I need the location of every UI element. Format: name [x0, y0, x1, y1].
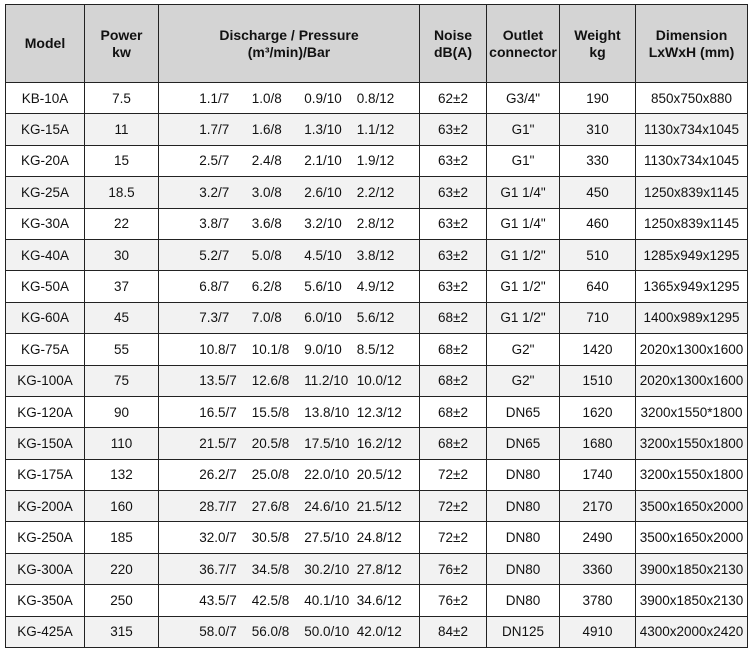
- header-row: [6, 5, 748, 83]
- cell-weight: 510: [560, 239, 636, 270]
- table-row: [6, 491, 748, 522]
- cell-power: 185: [85, 522, 159, 553]
- cell-outlet: DN80: [487, 459, 560, 490]
- cell-noise: 72±2: [420, 459, 487, 490]
- cell-discharge-pressure: [159, 522, 420, 553]
- cell-noise: 63±2: [420, 145, 487, 176]
- cell-power: 110: [85, 428, 159, 459]
- discharge-pressure-value: 3.8/12: [356, 247, 395, 263]
- discharge-pressure-values: [159, 593, 419, 608]
- discharge-pressure-value: 3.2/10: [304, 216, 342, 232]
- discharge-pressure-value: 3.0/8: [251, 184, 282, 200]
- discharge-pressure-value: 21.5/12: [356, 498, 402, 514]
- discharge-pressure-value: 50.0/10: [304, 624, 350, 640]
- discharge-pressure-value: 1.1/12: [356, 122, 395, 138]
- header-discharge-pressure: Discharge / Pressure (m³/min)/Bar: [159, 5, 420, 83]
- discharge-pressure-value: 27.6/8: [251, 498, 290, 514]
- cell-outlet: G1": [487, 145, 560, 176]
- discharge-pressure-value: 2.5/7: [199, 153, 230, 169]
- cell-noise: 63±2: [420, 177, 487, 208]
- cell-power: 132: [85, 459, 159, 490]
- cell-discharge-pressure: [159, 334, 420, 365]
- cell-discharge-pressure: [159, 428, 420, 459]
- discharge-pressure-value: 16.5/7: [199, 404, 237, 420]
- cell-power: 7.5: [85, 83, 159, 114]
- compressor-spec-table: [5, 4, 748, 648]
- discharge-pressure-value: 3.6/8: [251, 216, 282, 232]
- cell-model: KG-150A: [6, 428, 85, 459]
- discharge-pressure-value: 1.6/8: [251, 122, 282, 138]
- cell-outlet: G1 1/2": [487, 302, 560, 333]
- table-row: [6, 522, 748, 553]
- discharge-pressure-value: 40.1/10: [304, 592, 350, 608]
- discharge-pressure-value: 7.0/8: [251, 310, 282, 326]
- cell-weight: 2170: [560, 491, 636, 522]
- cell-discharge-pressure: [159, 271, 420, 302]
- cell-dimension: 3900x1850x2130: [636, 553, 748, 584]
- cell-noise: 68±2: [420, 365, 487, 396]
- discharge-pressure-values: [159, 562, 419, 577]
- discharge-pressure-value: 5.0/8: [251, 247, 282, 263]
- cell-discharge-pressure: [159, 616, 420, 647]
- cell-noise: 68±2: [420, 334, 487, 365]
- cell-discharge-pressure: [159, 302, 420, 333]
- cell-weight: 1510: [560, 365, 636, 396]
- cell-model: KG-40A: [6, 239, 85, 270]
- cell-discharge-pressure: [159, 396, 420, 427]
- table-row: [6, 365, 748, 396]
- cell-weight: 1680: [560, 428, 636, 459]
- cell-weight: 310: [560, 114, 636, 145]
- table-row: [6, 114, 748, 145]
- discharge-pressure-value: 7.3/7: [199, 310, 230, 326]
- discharge-pressure-values: [159, 153, 419, 168]
- header-power: Power kw: [85, 5, 159, 83]
- header-outlet-connector: Outlet connector: [487, 5, 560, 83]
- discharge-pressure-values: [159, 216, 419, 231]
- cell-power: 160: [85, 491, 159, 522]
- cell-noise: 76±2: [420, 585, 487, 616]
- cell-dimension: 850x750x880: [636, 83, 748, 114]
- discharge-pressure-value: 24.8/12: [356, 530, 402, 546]
- discharge-pressure-value: 0.9/10: [304, 90, 342, 106]
- cell-power: 75: [85, 365, 159, 396]
- discharge-pressure-value: 4.9/12: [356, 279, 395, 295]
- cell-power: 37: [85, 271, 159, 302]
- cell-model: KG-15A: [6, 114, 85, 145]
- cell-model: KG-60A: [6, 302, 85, 333]
- discharge-pressure-value: 30.2/10: [304, 561, 350, 577]
- discharge-pressure-value: 28.7/7: [199, 498, 237, 514]
- table-row: [6, 616, 748, 647]
- cell-outlet: G2": [487, 334, 560, 365]
- table-row: [6, 302, 748, 333]
- cell-noise: 68±2: [420, 428, 487, 459]
- discharge-pressure-value: 13.5/7: [199, 373, 237, 389]
- cell-discharge-pressure: [159, 177, 420, 208]
- cell-discharge-pressure: [159, 553, 420, 584]
- cell-dimension: 1365x949x1295: [636, 271, 748, 302]
- discharge-pressure-value: 13.8/10: [304, 404, 350, 420]
- discharge-pressure-value: 5.6/10: [304, 279, 342, 295]
- cell-noise: 72±2: [420, 522, 487, 553]
- discharge-pressure-value: 12.3/12: [356, 404, 402, 420]
- discharge-pressure-value: 2.6/10: [304, 184, 342, 200]
- discharge-pressure-value: 1.0/8: [251, 90, 282, 106]
- cell-model: KG-75A: [6, 334, 85, 365]
- cell-dimension: 2020x1300x1600: [636, 334, 748, 365]
- cell-model: KG-25A: [6, 177, 85, 208]
- table-row: [6, 208, 748, 239]
- discharge-pressure-value: 56.0/8: [251, 624, 290, 640]
- discharge-pressure-value: 27.8/12: [356, 561, 402, 577]
- cell-weight: 2490: [560, 522, 636, 553]
- cell-noise: 63±2: [420, 239, 487, 270]
- discharge-pressure-value: 36.7/7: [199, 561, 237, 577]
- cell-power: 30: [85, 239, 159, 270]
- discharge-pressure-value: 8.5/12: [356, 341, 395, 357]
- cell-weight: 190: [560, 83, 636, 114]
- cell-discharge-pressure: [159, 208, 420, 239]
- cell-dimension: 3900x1850x2130: [636, 585, 748, 616]
- discharge-pressure-values: [159, 373, 419, 388]
- table-row: [6, 334, 748, 365]
- discharge-pressure-values: [159, 185, 419, 200]
- cell-model: KG-20A: [6, 145, 85, 176]
- cell-dimension: 1130x734x1045: [636, 145, 748, 176]
- discharge-pressure-values: [159, 122, 419, 137]
- cell-outlet: DN80: [487, 585, 560, 616]
- table-row: [6, 145, 748, 176]
- cell-dimension: 3500x1650x2000: [636, 522, 748, 553]
- discharge-pressure-value: 15.5/8: [251, 404, 290, 420]
- discharge-pressure-value: 42.0/12: [356, 624, 402, 640]
- cell-outlet: G1 1/4": [487, 177, 560, 208]
- cell-model: KB-10A: [6, 83, 85, 114]
- cell-model: KG-250A: [6, 522, 85, 553]
- discharge-pressure-values: [159, 279, 419, 294]
- discharge-pressure-value: 42.5/8: [251, 592, 290, 608]
- cell-outlet: DN80: [487, 491, 560, 522]
- cell-outlet: G2": [487, 365, 560, 396]
- cell-weight: 710: [560, 302, 636, 333]
- discharge-pressure-value: 32.0/7: [199, 530, 237, 546]
- cell-outlet: G1 1/4": [487, 208, 560, 239]
- discharge-pressure-value: 58.0/7: [199, 624, 237, 640]
- cell-discharge-pressure: [159, 239, 420, 270]
- cell-power: 11: [85, 114, 159, 145]
- table-row: [6, 459, 748, 490]
- cell-outlet: DN125: [487, 616, 560, 647]
- discharge-pressure-value: 6.2/8: [251, 279, 282, 295]
- discharge-pressure-value: 10.0/12: [356, 373, 402, 389]
- table-row: [6, 428, 748, 459]
- header-noise: Noise dB(A): [420, 5, 487, 83]
- cell-weight: 1620: [560, 396, 636, 427]
- discharge-pressure-value: 34.6/12: [356, 592, 402, 608]
- cell-outlet: G1 1/2": [487, 271, 560, 302]
- cell-model: KG-200A: [6, 491, 85, 522]
- discharge-pressure-value: 2.4/8: [251, 153, 282, 169]
- cell-noise: 62±2: [420, 83, 487, 114]
- table-row: [6, 177, 748, 208]
- cell-discharge-pressure: [159, 83, 420, 114]
- cell-weight: 3360: [560, 553, 636, 584]
- cell-weight: 330: [560, 145, 636, 176]
- discharge-pressure-values: [159, 530, 419, 545]
- discharge-pressure-value: 2.8/12: [356, 216, 395, 232]
- discharge-pressure-values: [159, 310, 419, 325]
- discharge-pressure-value: 11.2/10: [304, 373, 349, 389]
- discharge-pressure-value: 30.5/8: [251, 530, 290, 546]
- cell-power: 18.5: [85, 177, 159, 208]
- discharge-pressure-value: 24.6/10: [304, 498, 350, 514]
- cell-power: 315: [85, 616, 159, 647]
- cell-model: KG-50A: [6, 271, 85, 302]
- cell-model: KG-300A: [6, 553, 85, 584]
- cell-outlet: DN80: [487, 522, 560, 553]
- cell-discharge-pressure: [159, 145, 420, 176]
- cell-dimension: 2020x1300x1600: [636, 365, 748, 396]
- discharge-pressure-value: 6.0/10: [304, 310, 342, 326]
- cell-power: 250: [85, 585, 159, 616]
- table-row: [6, 239, 748, 270]
- discharge-pressure-value: 10.8/7: [199, 341, 237, 357]
- table-row: [6, 271, 748, 302]
- header-dimension: Dimension LxWxH (mm): [636, 5, 748, 83]
- cell-dimension: 3500x1650x2000: [636, 491, 748, 522]
- cell-weight: 460: [560, 208, 636, 239]
- cell-model: KG-100A: [6, 365, 85, 396]
- discharge-pressure-value: 21.5/7: [199, 435, 237, 451]
- discharge-pressure-values: [159, 405, 419, 420]
- discharge-pressure-values: [159, 342, 419, 357]
- discharge-pressure-values: [159, 91, 419, 106]
- discharge-pressure-value: 4.5/10: [304, 247, 342, 263]
- discharge-pressure-value: 20.5/8: [251, 435, 290, 451]
- cell-noise: 68±2: [420, 302, 487, 333]
- cell-model: KG-350A: [6, 585, 85, 616]
- cell-model: KG-425A: [6, 616, 85, 647]
- cell-outlet: G1": [487, 114, 560, 145]
- discharge-pressure-values: [159, 436, 419, 451]
- discharge-pressure-value: 27.5/10: [304, 530, 350, 546]
- discharge-pressure-value: 16.2/12: [356, 435, 402, 451]
- cell-weight: 640: [560, 271, 636, 302]
- cell-discharge-pressure: [159, 114, 420, 145]
- header-model: Model: [6, 5, 85, 83]
- cell-dimension: 1285x949x1295: [636, 239, 748, 270]
- table-row: [6, 553, 748, 584]
- discharge-pressure-value: 3.8/7: [199, 216, 230, 232]
- cell-discharge-pressure: [159, 459, 420, 490]
- discharge-pressure-value: 25.0/8: [251, 467, 290, 483]
- discharge-pressure-value: 2.1/10: [304, 153, 342, 169]
- cell-noise: 72±2: [420, 491, 487, 522]
- cell-power: 22: [85, 208, 159, 239]
- cell-outlet: G3/4": [487, 83, 560, 114]
- discharge-pressure-value: 2.2/12: [356, 184, 395, 200]
- header-weight: Weight kg: [560, 5, 636, 83]
- discharge-pressure-value: 26.2/7: [199, 467, 237, 483]
- cell-weight: 450: [560, 177, 636, 208]
- cell-dimension: 1130x734x1045: [636, 114, 748, 145]
- discharge-pressure-values: [159, 499, 419, 514]
- cell-power: 55: [85, 334, 159, 365]
- cell-dimension: 1250x839x1145: [636, 208, 748, 239]
- cell-dimension: 1400x989x1295: [636, 302, 748, 333]
- cell-noise: 76±2: [420, 553, 487, 584]
- cell-discharge-pressure: [159, 365, 420, 396]
- cell-weight: 3780: [560, 585, 636, 616]
- cell-outlet: DN65: [487, 428, 560, 459]
- discharge-pressure-value: 22.0/10: [304, 467, 350, 483]
- discharge-pressure-value: 3.2/7: [199, 184, 230, 200]
- discharge-pressure-values: [159, 467, 419, 482]
- cell-power: 220: [85, 553, 159, 584]
- cell-weight: 1420: [560, 334, 636, 365]
- discharge-pressure-value: 12.6/8: [251, 373, 290, 389]
- discharge-pressure-value: 5.2/7: [199, 247, 230, 263]
- discharge-pressure-value: 1.3/10: [304, 122, 342, 138]
- discharge-pressure-value: 9.0/10: [304, 341, 342, 357]
- discharge-pressure-value: 1.7/7: [199, 122, 230, 138]
- discharge-pressure-value: 0.8/12: [356, 90, 395, 106]
- discharge-pressure-values: [159, 624, 419, 639]
- cell-model: KG-30A: [6, 208, 85, 239]
- cell-discharge-pressure: [159, 491, 420, 522]
- discharge-pressure-value: 1.1/7: [199, 90, 230, 106]
- cell-outlet: G1 1/2": [487, 239, 560, 270]
- cell-dimension: 3200x1550*1800: [636, 396, 748, 427]
- discharge-pressure-value: 5.6/12: [356, 310, 395, 326]
- cell-noise: 63±2: [420, 271, 487, 302]
- cell-model: KG-175A: [6, 459, 85, 490]
- cell-dimension: 3200x1550x1800: [636, 459, 748, 490]
- cell-outlet: DN80: [487, 553, 560, 584]
- cell-noise: 63±2: [420, 114, 487, 145]
- cell-power: 90: [85, 396, 159, 427]
- discharge-pressure-value: 6.8/7: [199, 279, 230, 295]
- cell-dimension: 1250x839x1145: [636, 177, 748, 208]
- discharge-pressure-value: 17.5/10: [304, 435, 350, 451]
- cell-power: 15: [85, 145, 159, 176]
- spec-table-container: [5, 4, 747, 648]
- cell-noise: 84±2: [420, 616, 487, 647]
- cell-power: 45: [85, 302, 159, 333]
- discharge-pressure-value: 10.1/8: [251, 341, 290, 357]
- discharge-pressure-values: [159, 248, 419, 263]
- cell-dimension: 3200x1550x1800: [636, 428, 748, 459]
- table-row: [6, 396, 748, 427]
- discharge-pressure-value: 1.9/12: [356, 153, 395, 169]
- table-row: [6, 585, 748, 616]
- cell-model: KG-120A: [6, 396, 85, 427]
- cell-noise: 63±2: [420, 208, 487, 239]
- cell-outlet: DN65: [487, 396, 560, 427]
- discharge-pressure-value: 20.5/12: [356, 467, 402, 483]
- discharge-pressure-value: 34.5/8: [251, 561, 290, 577]
- cell-discharge-pressure: [159, 585, 420, 616]
- cell-weight: 4910: [560, 616, 636, 647]
- table-row: [6, 83, 748, 114]
- cell-weight: 1740: [560, 459, 636, 490]
- discharge-pressure-value: 43.5/7: [199, 592, 237, 608]
- cell-dimension: 4300x2000x2420: [636, 616, 748, 647]
- cell-noise: 68±2: [420, 396, 487, 427]
